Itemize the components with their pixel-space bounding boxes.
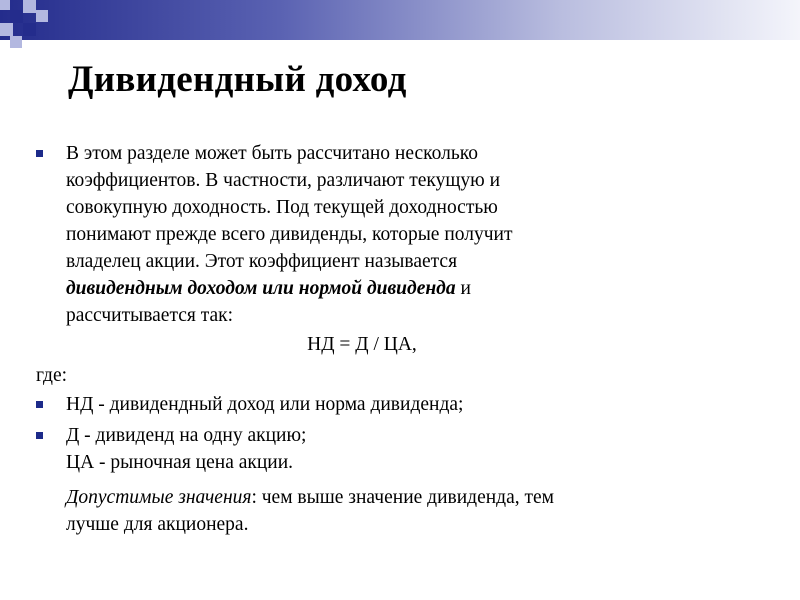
slide-body	[0, 140, 800, 538]
note-text: : чем выше значение дивиденда, тем	[251, 487, 555, 508]
paragraph-line: коэффициентов. В частности, различают текущую и	[66, 170, 501, 191]
note-line	[66, 484, 760, 511]
definition-text: Д - дивиденд на одну акцию;	[66, 425, 307, 446]
note-paragraph	[0, 484, 800, 538]
formula-text: НД = Д / ЦА,	[307, 334, 417, 355]
paragraph-line: совокупную доходность. Под текущей доходностью	[66, 197, 498, 218]
where-label	[0, 362, 800, 389]
paragraph-line: В этом разделе может быть рассчитано несколько	[66, 143, 478, 164]
bullet-paragraph	[0, 140, 800, 329]
slide-title: Дивидендный доход	[68, 59, 407, 100]
where-text: где:	[36, 365, 68, 386]
paragraph-line: рассчитывается так:	[66, 305, 234, 326]
definition-text: ЦА - рыночная цена акции.	[66, 452, 294, 473]
paragraph-line: понимают прежде всего дивиденды, которые получит	[66, 224, 513, 245]
paragraph-line	[66, 275, 760, 302]
bullet-square-icon	[36, 150, 43, 157]
emphasis-tail: и	[455, 278, 471, 299]
note-term: Допустимые значения	[66, 487, 252, 508]
note-line: лучше для акционера.	[66, 514, 249, 535]
bullet-square-icon	[36, 401, 43, 408]
header-band	[0, 0, 800, 40]
definition-item	[0, 422, 800, 476]
bullet-square-icon	[36, 432, 43, 439]
emphasis-term: дивидендным доходом или нормой дивиденда	[66, 278, 456, 299]
definition-item	[0, 391, 800, 418]
paragraph-line: владелец акции. Этот коэффициент называется	[66, 251, 458, 272]
definition-text: НД - дивидендный доход или норма дивиденда;	[66, 394, 464, 415]
formula	[0, 331, 800, 358]
